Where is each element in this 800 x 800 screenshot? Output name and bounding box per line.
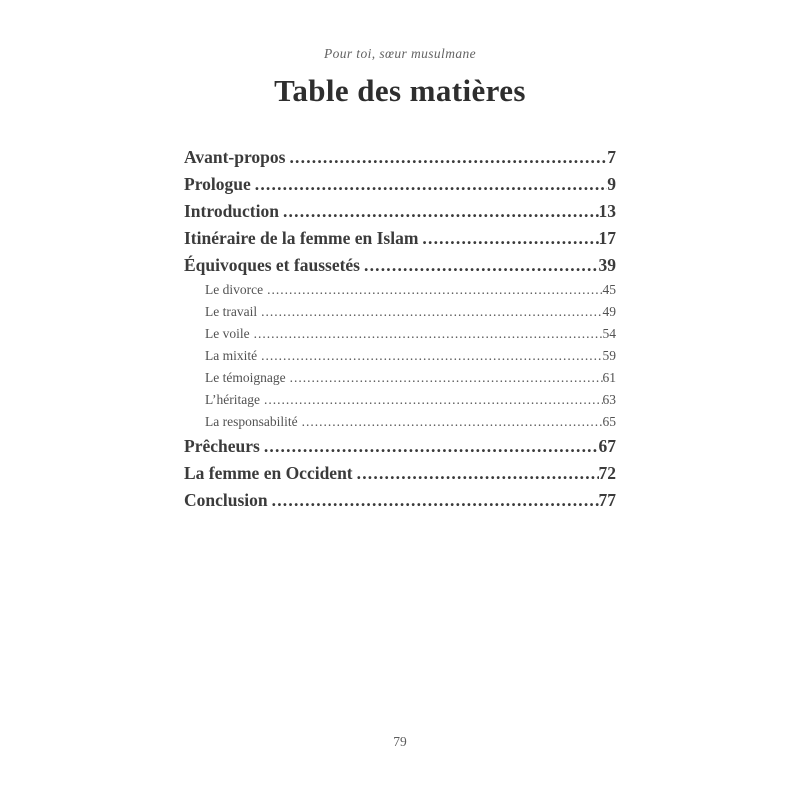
toc-entry-page: 49 (602, 304, 616, 319)
dot-leader (364, 252, 599, 279)
toc-entry-label: Prologue (184, 174, 251, 194)
dot-leader (289, 144, 607, 171)
toc-entry (184, 487, 616, 514)
dot-leader (272, 487, 599, 514)
toc-entry (184, 411, 616, 433)
dot-leader (254, 323, 603, 345)
toc-entry (184, 301, 616, 323)
toc-entry-page: 17 (598, 228, 616, 248)
toc-entry-label: Introduction (184, 201, 279, 221)
dot-leader (290, 367, 603, 389)
dot-leader (267, 279, 602, 301)
toc-entry (184, 252, 616, 279)
toc-entry-label: La femme en Occident (184, 463, 353, 483)
dot-leader (264, 389, 603, 411)
toc-entry-page: 7 (607, 147, 616, 167)
dot-leader (261, 345, 602, 367)
running-header: Pour toi, sœur musulmane (323, 46, 477, 61)
toc-entry-page: 9 (607, 174, 616, 194)
toc-entry-label: Le voile (205, 326, 250, 341)
toc-entry-label: Conclusion (184, 490, 268, 510)
dot-leader (302, 411, 603, 433)
toc-entry-label: La responsabilité (205, 414, 298, 429)
page-title: Table des matières (274, 73, 526, 108)
toc-entry (184, 433, 616, 460)
toc-entry-label: La mixité (205, 348, 258, 363)
toc-entry-label: Avant-propos (184, 147, 286, 167)
toc-entry-page: 45 (602, 282, 616, 297)
dot-leader (255, 171, 607, 198)
toc-entry (184, 389, 616, 411)
toc-entry-page: 65 (602, 414, 616, 429)
toc-entry-label: Le témoignage (205, 370, 286, 385)
dot-leader (283, 198, 599, 225)
toc-entry (184, 367, 616, 389)
toc-entry-label: Le divorce (205, 282, 264, 297)
toc-entry-page: 61 (602, 370, 616, 385)
toc-entry-label: Itinéraire de la femme en Islam (184, 228, 419, 248)
toc-entry (184, 460, 616, 487)
toc-entry-page: 67 (598, 436, 616, 456)
toc-entry (184, 345, 616, 367)
footer-page-number: 79 (393, 734, 407, 749)
toc-entry (184, 171, 616, 198)
toc-entry-page: 77 (598, 490, 616, 510)
toc-entry (184, 198, 616, 225)
toc-entry-label: L’héritage (205, 392, 260, 407)
toc-entry-label: Équivoques et faussetés (184, 255, 360, 275)
toc-entry-page: 39 (598, 255, 616, 275)
toc-entry (184, 225, 616, 252)
toc-entry-page: 72 (598, 463, 616, 483)
toc-entry-page: 54 (602, 326, 616, 341)
dot-leader (264, 433, 599, 460)
toc-entry (184, 323, 616, 345)
toc-entry (184, 279, 616, 301)
dot-leader (422, 225, 598, 252)
toc-entry-page: 63 (602, 392, 616, 407)
toc-entry-label: Prêcheurs (184, 436, 260, 456)
toc-entry-page: 59 (602, 348, 616, 363)
toc-entry (184, 144, 616, 171)
dot-leader (357, 460, 599, 487)
dot-leader (261, 301, 602, 323)
toc-entry-page: 13 (598, 201, 616, 221)
table-of-contents (184, 144, 616, 514)
toc-entry-label: Le travail (205, 304, 258, 319)
